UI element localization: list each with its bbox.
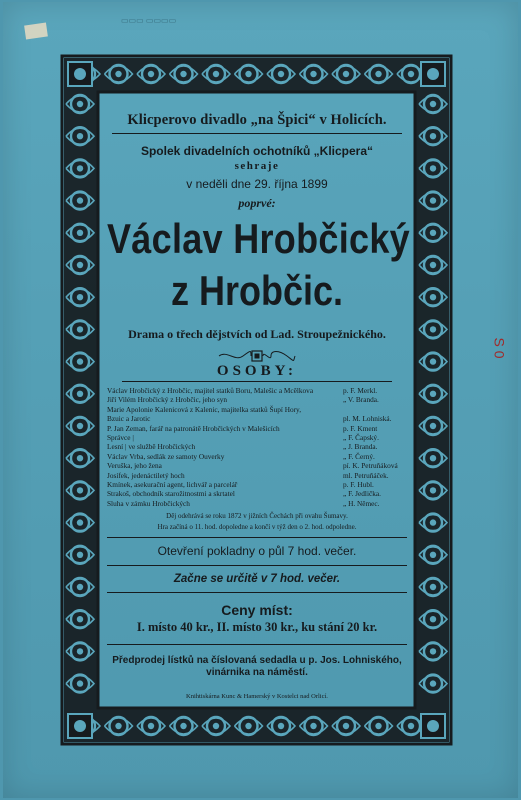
cast-role: Jiří Vilém Hrobčický z Hrobčic, jeho syn — [107, 395, 227, 405]
cast-actor: pí. K. Petruňáková — [343, 461, 398, 471]
cast-actor: „ F. Černý. — [343, 451, 375, 461]
cast-role: Josífek, jedenáctiletý hoch — [107, 470, 185, 480]
play-subtitle: Drama o třech dějstvích od Lad. Stroupežnického. — [128, 327, 386, 341]
divider-rule — [107, 592, 407, 593]
library-stamp: ▭▭▭ ▭▭▭▭ — [121, 16, 177, 25]
divider-rule — [107, 644, 407, 645]
cast-role: Václav Vrba, sedlák ze samoty Ouverky — [107, 451, 225, 461]
divider-rule — [122, 381, 392, 382]
cast-row — [107, 386, 407, 395]
cast-actor — [343, 405, 407, 414]
cast-actor: pl. M. Lohniská. — [343, 414, 392, 424]
cast-role: Marie Apolonie Kalenicová z Kalenic, majitelka statků Šupí Hory, — [107, 404, 302, 414]
cast-row — [107, 424, 407, 433]
play-title-line2: z Hrobčic. — [170, 266, 344, 314]
cast-row — [107, 489, 407, 498]
cast-actor: „ H. Němec. — [343, 498, 380, 508]
start-time-note: Začne se určitě v 7 hod. večer. — [173, 573, 341, 586]
cast-role: P. Jan Zeman, farář na patronátě Hrobčických v Malešicích — [107, 423, 280, 433]
cast-role: Bzuic a Jarotic — [107, 414, 151, 424]
divider-rule — [107, 537, 407, 538]
cast-actor: ml. Petruňáček. — [343, 470, 389, 480]
prices-list: I. místo 40 kr., II. místo 30 kr., ku stání 20 kr. — [136, 620, 378, 635]
poster-sheet — [3, 2, 518, 798]
performance-date: v neděli dne 29. října 1899 — [186, 177, 328, 191]
paper-tag — [24, 23, 48, 40]
cast-role: Kmínek, asekurační agent, lichvář a parcelář — [107, 480, 238, 490]
setting-note: Děj odehrává se roku 1872 v jižních Čechách při ovahu Šumavy. — [166, 512, 348, 521]
cast-actor: „ F. Jedlička. — [343, 489, 381, 499]
margin-mark: S 0 — [491, 337, 508, 359]
cast-row — [107, 433, 407, 442]
society-name: Spolek divadelních ochotníků „Klicpera“ — [140, 144, 374, 158]
cast-row — [107, 395, 407, 404]
cast-list — [107, 386, 407, 508]
cast-row — [107, 461, 407, 470]
cast-role: Správce | — [107, 433, 134, 443]
cast-row — [107, 442, 407, 451]
poster-content — [107, 106, 410, 701]
cast-role: Veruška, jeho žena — [107, 461, 162, 471]
cast-row — [107, 499, 407, 508]
cast-role: Sluha v zámku Hrobčických — [107, 498, 190, 508]
play-title-line1: Václav Hrobčický — [107, 214, 410, 262]
cast-actor: „ F. Čapský. — [343, 433, 379, 443]
cast-row — [107, 452, 407, 461]
cast-row — [107, 414, 407, 423]
cast-actor: p. F. Hubl. — [343, 480, 374, 490]
box-office-note: Otevření pokladny o půl 7 hod. večer. — [157, 544, 357, 559]
cast-actor: p. F. Merkl. — [343, 386, 378, 395]
cast-role: Lesní | ve službě Hrobčických — [107, 442, 196, 452]
flourish-ornament — [107, 349, 407, 363]
divider-rule — [112, 133, 402, 134]
time-note: Hra začíná o 11. hod. dopoledne a končí v týž den o 2. hod. odpoledne. — [157, 523, 357, 532]
cast-actor: p. F. Kment — [343, 423, 378, 433]
cast-role: Václav Hrobčický z Hrobčic, majitel statků Boru, Malešic a Mcělkova — [107, 386, 314, 395]
cast-actor: „ V. Branda. — [343, 395, 379, 405]
cast-heading: OSOBY: — [216, 363, 298, 379]
printer-imprint: Knihtiskárna Kunc & Hamerský v Kostelci nad Orlicí. — [186, 693, 328, 701]
prices-heading: Ceny míst: — [221, 602, 293, 619]
presale-note: Předprodej lístků na číslovaná sedadla u p. Jos. Lohniského, vinárnika na náměstí. — [112, 655, 402, 679]
performs-word: sehraje — [234, 160, 280, 172]
cast-row — [107, 480, 407, 489]
theatre-name: Klicperovo divadlo „na Špici“ v Holicích. — [127, 112, 387, 128]
cast-actor: „ J. Branda. — [343, 442, 378, 452]
cast-row — [107, 405, 407, 414]
cast-row — [107, 471, 407, 480]
premiere-label: poprvé: — [238, 196, 276, 210]
divider-rule — [107, 565, 407, 566]
cast-role: Strakoš, obchodník starožitnostmi a skrtatel — [107, 489, 235, 499]
